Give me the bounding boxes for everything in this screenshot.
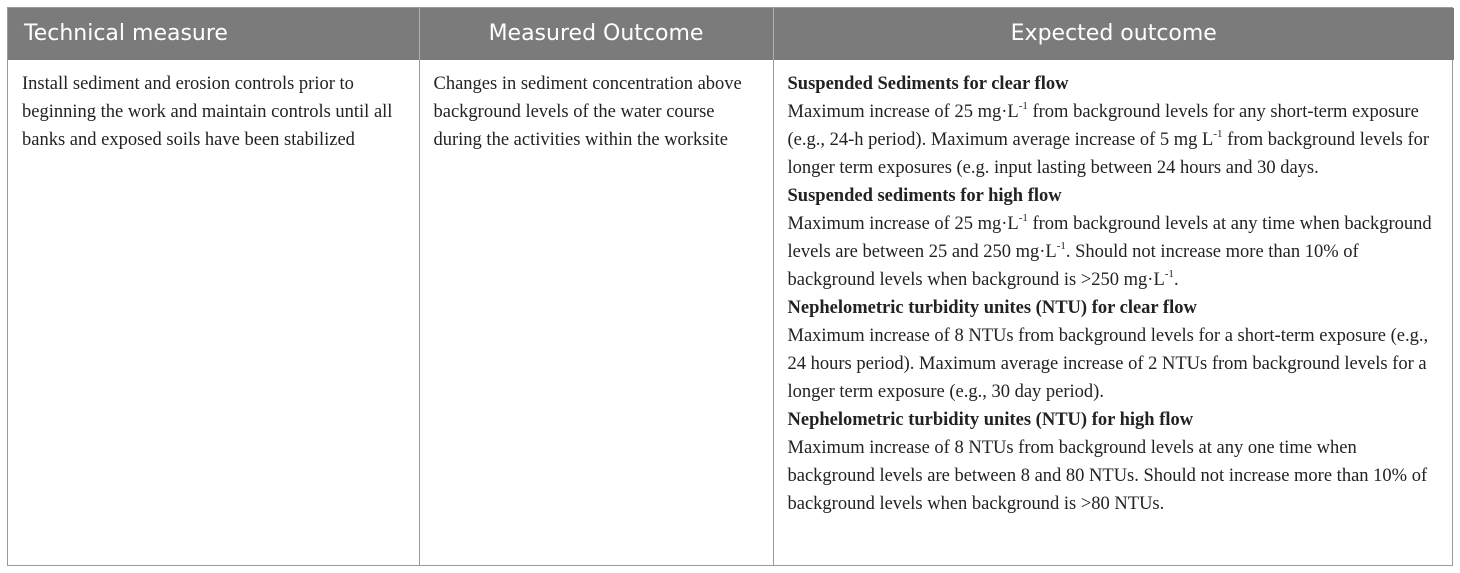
body-text: from background levels at any time when background levels are between 25 and 250 mg·L: [787, 214, 1432, 262]
outcomes-table: [8, 8, 1454, 565]
table-header: [8, 8, 1454, 60]
expected-section-clear-flow-ntu: [788, 294, 1441, 406]
body-text: Maximum increase of 25 mg·L: [787, 102, 1019, 122]
superscript: -1: [1018, 211, 1028, 224]
body-text: Maximum increase of 25 mg·L: [787, 214, 1019, 234]
superscript: -1: [1018, 99, 1028, 112]
header-row: [8, 8, 1454, 60]
superscript: -1: [1056, 239, 1066, 252]
body-text: from background levels for any short-term exposure (e.g., 24-h period). Maximum average increase of 5 mg L: [787, 102, 1419, 150]
section-body: [788, 98, 1441, 182]
measured-outcome-text: Changes in sediment concentration above background levels of the water course during the activities within the worksite: [433, 74, 742, 150]
cell-technical-measure: [8, 60, 419, 565]
section-body: Maximum increase of 8 NTUs from background levels at any one time when background levels are between 8 and 80 NTUs. Should not increase more than 10% of background levels when background is >80 NTUs.: [787, 438, 1428, 514]
superscript: -1: [1213, 127, 1223, 140]
table-body: [8, 60, 1454, 565]
section-title: Suspended sediments for high flow: [787, 186, 1062, 206]
header-technical-measure: Technical measure: [8, 8, 419, 60]
section-title: Suspended Sediments for clear flow: [787, 74, 1069, 94]
body-text: .: [1173, 270, 1179, 290]
section-body: Maximum increase of 8 NTUs from background levels for a short-term exposure (e.g., 24 hours period). Maximum average increase of 2 NTUs from background levels for a longer term exposure (e.g., 30 day period).: [787, 326, 1429, 402]
body-text: from background levels for longer term exposures (e.g. input lasting between 24 hours and 30 days.: [787, 130, 1430, 178]
technical-measure-text: Install sediment and erosion controls prior to beginning the work and maintain controls until all banks and exposed soils have been stabilized: [22, 74, 393, 150]
outcomes-table-container: [7, 7, 1453, 566]
expected-section-high-flow-sediments: [788, 182, 1441, 294]
expected-section-high-flow-ntu: [788, 406, 1441, 518]
superscript: -1: [1164, 267, 1174, 280]
body-text: . Should not increase more than 10% of background levels when background is >250 mg·L: [787, 242, 1359, 290]
table-row: [8, 60, 1454, 565]
section-title: Nephelometric turbidity unites (NTU) for high flow: [787, 410, 1194, 430]
expected-section-clear-flow-sediments: [788, 70, 1441, 182]
cell-expected-outcome: [773, 60, 1454, 565]
section-body: [788, 210, 1441, 294]
header-measured-outcome: Measured Outcome: [419, 8, 773, 60]
section-title: Nephelometric turbidity unites (NTU) for clear flow: [787, 298, 1197, 318]
cell-measured-outcome: [419, 60, 773, 565]
header-expected-outcome: Expected outcome: [773, 8, 1454, 60]
